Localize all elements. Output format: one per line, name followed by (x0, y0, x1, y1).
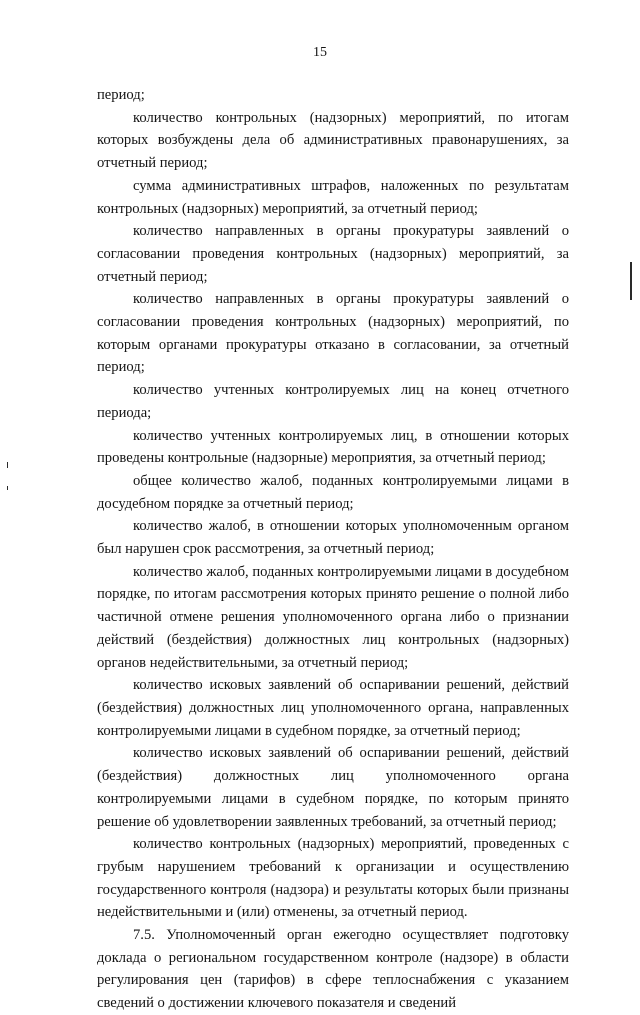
paragraph: количество направленных в органы прокуратуры заявлений о согласовании проведения контрольных (надзорных) мероприятий, за отчетный период; (97, 223, 569, 285)
scan-mark-left-bottom (7, 486, 8, 490)
paragraph: период; (97, 87, 145, 103)
page-number: 15 (313, 45, 327, 60)
paragraph: количество направленных в органы прокуратуры заявлений о согласовании проведения контрольных (надзорных) мероприятий, по которым органами прокуратуры отказано в согласовании, за отчетный период; (97, 291, 569, 376)
paragraph: количество учтенных контролируемых лиц, в отношении которых проведены контрольные (надзорные) мероприятия, за отчетный период; (97, 427, 569, 467)
paragraph: общее количество жалоб, поданных контролируемыми лицами в досудебном порядке за отчетный период; (97, 472, 569, 512)
paragraph: 7.5. Уполномоченный орган ежегодно осуществляет подготовку доклада о региональном государственном контроле (надзоре) в области регулирования цен (тарифов) в сфере теплоснабжения с указанием сведений о достижении ключевого показателя и сведений (97, 927, 569, 1012)
paragraph: количество учтенных контролируемых лиц на конец отчетного периода; (97, 382, 569, 421)
paragraph: количество контрольных (надзорных) мероприятий, проведенных с грубым нарушением требований к организации и осуществлению государственного контроля (надзора) и результаты которых были признаны недействительными и (или) отменены, за отчетный период. (97, 836, 569, 921)
paragraph: количество исковых заявлений об оспаривании решений, действий (бездействия) должностных лиц уполномоченного органа контролируемыми лицами в судебном порядке, по которым принято решение об удовлетворении заявленных требований, за отчетный период; (97, 745, 569, 830)
paragraph: количество жалоб, в отношении которых уполномоченным органом был нарушен срок рассмотрения, за отчетный период; (97, 518, 569, 558)
paragraph: количество контрольных (надзорных) мероприятий, по итогам которых возбуждены дела об административных правонарушениях, за отчетный период; (97, 109, 569, 172)
scan-mark-right (630, 262, 632, 300)
paragraph: количество жалоб, поданных контролируемыми лицами в досудебном порядке, по итогам рассмотрения которых принято решение о полной либо частичной отмене решения уполномоченного органа либо о признании действий (бездействия) должностных лиц контрольных (надзорных) органов недействительными, за отчетный период; (97, 563, 569, 671)
paragraph: количество исковых заявлений об оспаривании решений, действий (бездействия) должностных лиц уполномоченного органа, направленных контролируемыми лицами в судебном порядке, за отчетный период; (97, 677, 569, 739)
scan-mark-left-top (7, 462, 8, 468)
paragraph: сумма административных штрафов, наложенных по результатам контрольных (надзорных) мероприятий, за отчетный период; (97, 177, 569, 217)
document-body (97, 84, 569, 1015)
